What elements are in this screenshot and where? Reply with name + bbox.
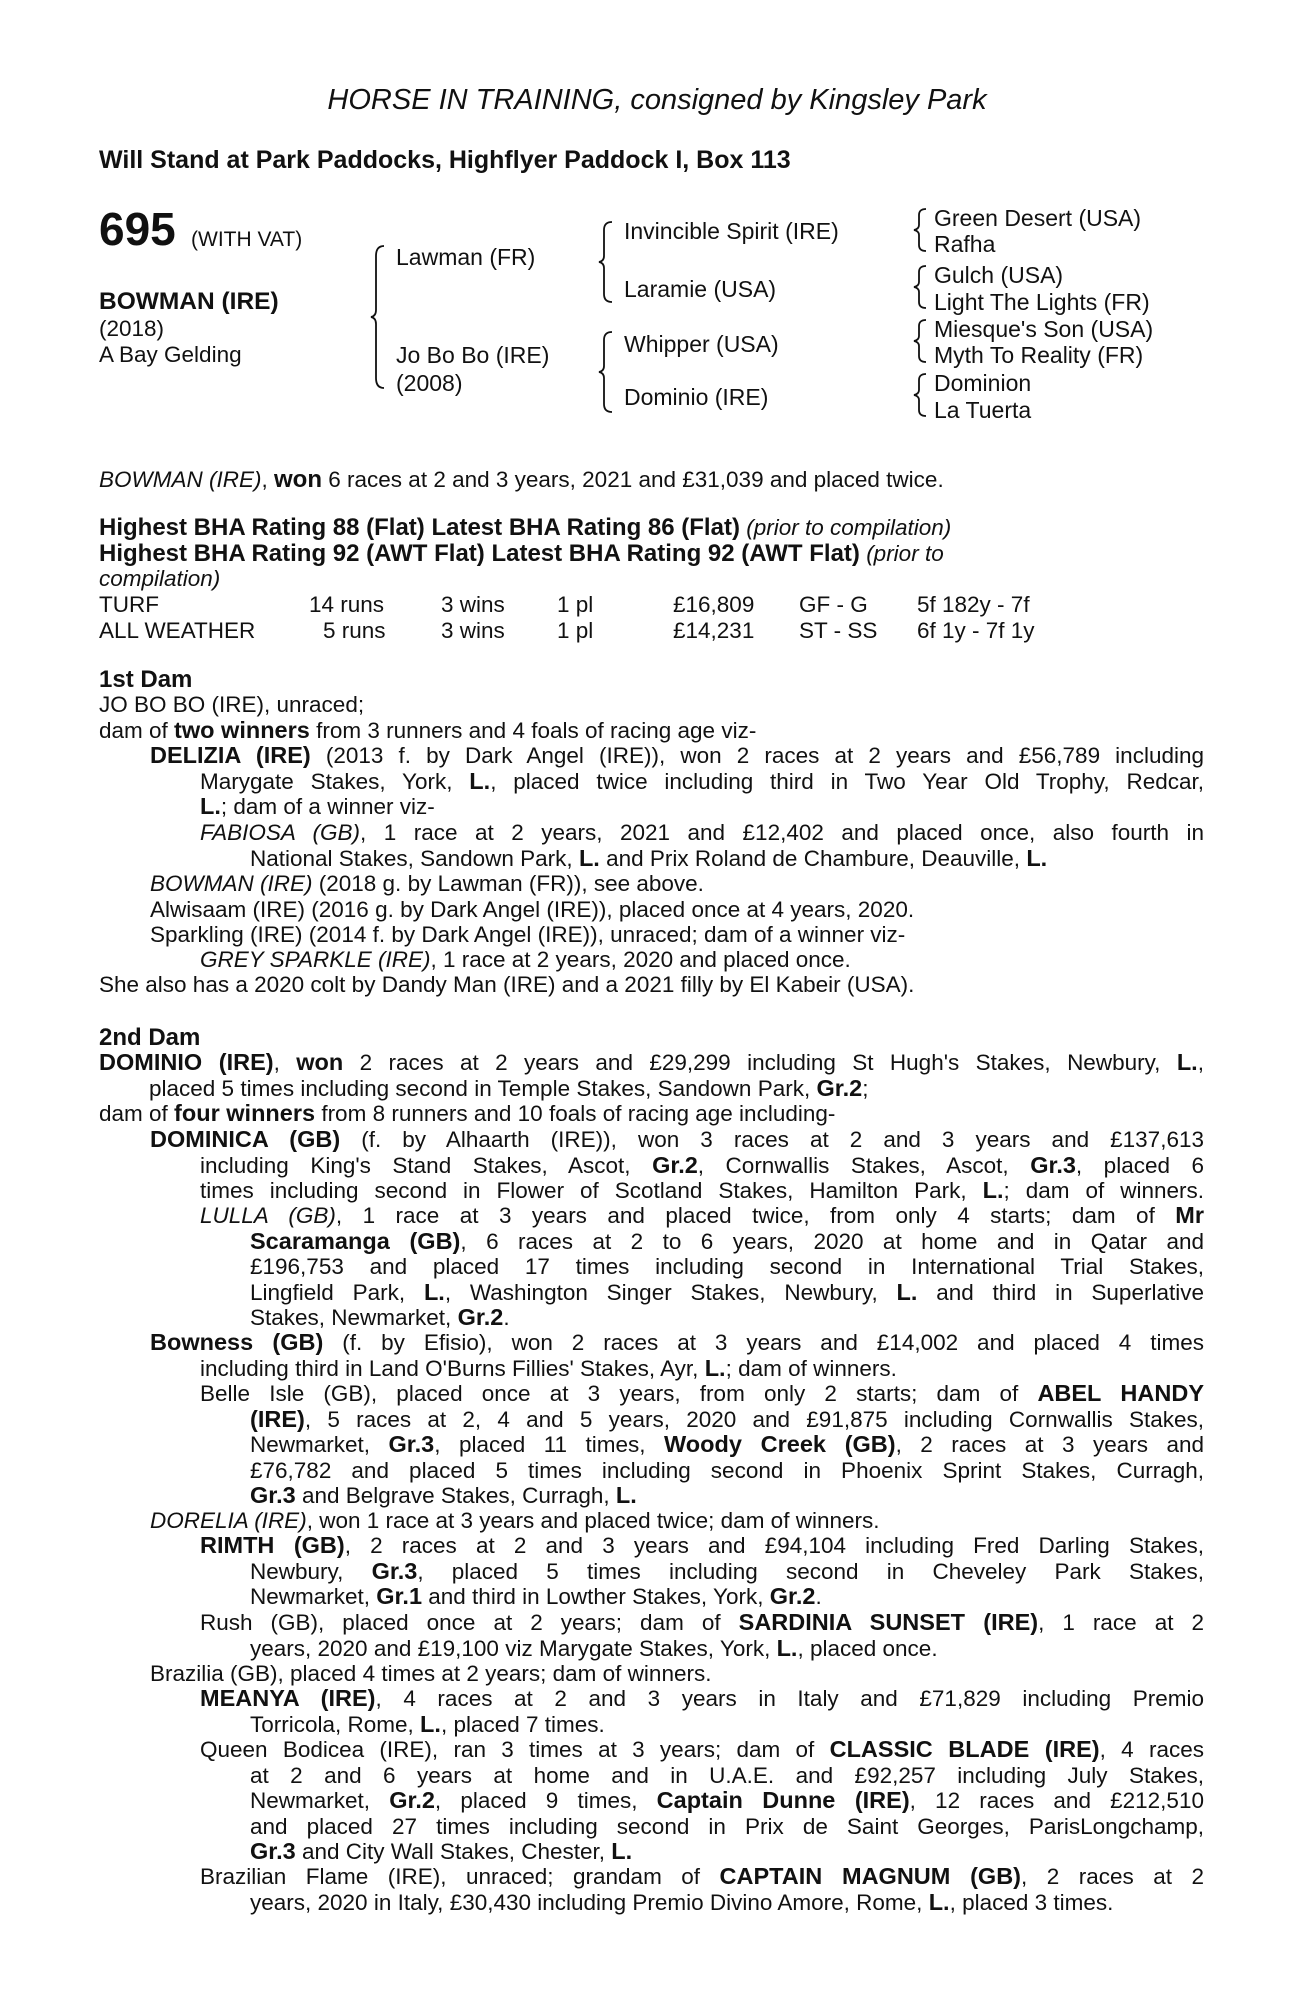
first-dam-also-note: She also has a 2020 colt by Dandy Man (IRE) and a 2021 filly by El Kabeir (USA).	[99, 972, 915, 997]
pedigree-g3: Gulch (USA)	[934, 262, 1064, 288]
pedigree-sire: Lawman (FR)	[396, 244, 536, 270]
page-title: HORSE IN TRAINING, consigned by Kingsley Park	[327, 84, 987, 116]
rating-line-flat: Highest BHA Rating 88 (Flat) Latest BHA Rating 86 (Flat) (prior to compilation)	[99, 514, 952, 541]
alwisaam-entry: Alwisaam (IRE) (2016 g. by Dark Angel (IRE)), placed once at 4 years, 2020.	[150, 897, 915, 922]
pedigree-dam-sire: Whipper (USA)	[624, 331, 779, 357]
pedigree-dam-year: (2008)	[396, 370, 463, 396]
horse-name: BOWMAN (IRE)	[99, 288, 279, 315]
rimth-entry: RIMTH (GB), 2 races at 2 and 3 years and £94,104 including Fred Darling Stakes, Newbury, Gr.3, placed 5 times including second in Cheveley Park Stakes, Newmarket, Gr.1 and third in Lowther Stakes, York, Gr.2.	[200, 1532, 1204, 1609]
grey-sparkle-entry: GREY SPARKLE (IRE), 1 race at 2 years, 2020 and placed once.	[200, 947, 851, 972]
pedigree-bracket-g2	[912, 264, 928, 310]
pedigree-bracket-sire	[598, 220, 614, 304]
fabiosa-entry: FABIOSA (GB), 1 race at 2 years, 2021 and £12,402 and placed once, also fourth in National Stakes, Sandown Park, L. and Prix Roland de Chambure, Deauville, L.	[200, 820, 1204, 871]
pedigree-bracket-g4	[912, 372, 928, 418]
vat-note: (WITH VAT)	[191, 228, 303, 251]
pedigree-dam-dam: Dominio (IRE)	[624, 384, 769, 410]
pedigree-g1: Green Desert (USA)	[934, 205, 1142, 231]
bowness-entry: Bowness (GB) (f. by Efisio), won 2 races at 3 years and £14,002 and placed 4 times including third in Land O'Burns Fillies' Stakes, Ayr, L.; dam of winners.	[150, 1329, 1204, 1381]
rush-entry: Rush (GB), placed once at 2 years; dam of SARDINIA SUNSET (IRE), 1 race at 2 years, 2020 and £19,100 viz Marygate Stakes, York, L., placed once.	[200, 1609, 1205, 1661]
pedigree-g6: Myth To Reality (FR)	[934, 342, 1144, 368]
rating-line-awt-cont: compilation)	[99, 566, 221, 591]
brazilian-flame-entry: Brazilian Flame (IRE), unraced; grandam of CAPTAIN MAGNUM (GB), 2 races at 2 years, 2020 in Italy, £30,430 including Premio Divino Amore, Rome, L., placed 3 times.	[200, 1863, 1204, 1915]
pedigree-g7: Dominion	[934, 370, 1032, 396]
meanya-entry: MEANYA (IRE), 4 races at 2 and 3 years in Italy and £71,829 including Premio Torricola, Rome, L., placed 7 times.	[200, 1685, 1204, 1737]
horse-description: A Bay Gelding	[99, 342, 242, 367]
pedigree-sire-sire: Invincible Spirit (IRE)	[624, 218, 839, 244]
pedigree-g8: La Tuerta	[934, 397, 1032, 423]
bowman-entry: BOWMAN (IRE) (2018 g. by Lawman (FR)), see above.	[150, 871, 704, 896]
stand-location: Will Stand at Park Paddocks, Highflyer Paddock I, Box 113	[99, 146, 791, 174]
pedigree-sire-dam: Laramie (USA)	[624, 276, 777, 302]
dorelia-entry: DORELIA (IRE), won 1 race at 3 years and placed twice; dam of winners.	[150, 1508, 880, 1533]
queen-bodicea-entry: Queen Bodicea (IRE), ran 3 times at 3 years; dam of CLASSIC BLADE (IRE), 4 races at 2 and 6 years at home and in U.A.E. and £92,257 including July Stakes, Newmarket, Gr.2, placed 9 times, Captain Dunne (IRE), 12 races and £212,510 and placed 27 times including second in Prix de Saint Georges, ParisLongchamp, Gr.3 and City Wall Stakes, Chester, L.	[200, 1736, 1204, 1864]
first-dam-heading: 1st Dam	[99, 666, 193, 693]
second-dam-heading: 2nd Dam	[99, 1024, 201, 1051]
horse-year: (2018)	[99, 316, 165, 341]
rating-line-awt: Highest BHA Rating 92 (AWT Flat) Latest BHA Rating 92 (AWT Flat) (prior to	[99, 540, 944, 567]
delizia-entry: DELIZIA (IRE) (2013 f. by Dark Angel (IRE)), won 2 races at 2 years and £56,789 including Marygate Stakes, York, L., placed twice including third in Two Year Old Trophy, Redcar, L.; dam of a winner viz-	[150, 742, 1204, 819]
belle-isle-entry: Belle Isle (GB), placed once at 3 years, from only 2 starts; dam of ABEL HANDY (IRE), 5 races at 2, 4 and 5 years, 2020 and £91,875 including Cornwallis Stakes, Newmarket, Gr.3, placed 11 times, Woody Creek (GB), 2 races at 3 years and £76,782 and placed 5 times including second in Phoenix Sprint Stakes, Curragh, Gr.3 and Belgrave Stakes, Curragh, L.	[200, 1380, 1204, 1508]
pedigree-g2: Rafha	[934, 231, 996, 257]
first-dam-line: JO BO BO (IRE), unraced;	[99, 692, 365, 717]
pedigree-bracket-main	[370, 244, 386, 390]
pedigree-g5: Miesque's Son (USA)	[934, 316, 1154, 342]
race-summary: BOWMAN (IRE), won 6 races at 2 and 3 years, 2021 and £31,039 and placed twice.	[99, 466, 944, 493]
pedigree-bracket-g3	[912, 318, 928, 364]
sparkling-entry: Sparkling (IRE) (2014 f. by Dark Angel (IRE)), unraced; dam of a winner viz-	[150, 922, 906, 947]
brazilia-entry: Brazilia (GB), placed 4 times at 2 years; dam of winners.	[150, 1661, 712, 1686]
lot-number: 695	[99, 203, 176, 255]
pedigree-dam: Jo Bo Bo (IRE)	[396, 342, 550, 368]
pedigree-bracket-g1	[912, 207, 928, 253]
pedigree-g4: Light The Lights (FR)	[934, 289, 1150, 315]
dominio-entry: DOMINIO (IRE), won 2 races at 2 years and £29,299 including St Hugh's Stakes, Newbury, L., placed 5 times including second in Temple Stakes, Sandown Park, Gr.2; dam of four winners from 8 runners and 10 foals of racing age including-	[99, 1049, 1204, 1126]
first-dam-progeny-summary: dam of two winners from 3 runners and 4 foals of racing age viz-	[99, 717, 757, 743]
pedigree-bracket-dam	[598, 330, 614, 414]
dominica-entry: DOMINICA (GB) (f. by Alhaarth (IRE)), won 3 races at 2 and 3 years and £137,613 including King's Stand Stakes, Ascot, Gr.2, Cornwallis Stakes, Ascot, Gr.3, placed 6 times including second in Flower of Scotland Stakes, Hamilton Park, L.; dam of winners.	[150, 1126, 1205, 1203]
lulla-entry: LULLA (GB), 1 race at 3 years and placed twice, from only 4 starts; dam of Mr Scaramanga (GB), 6 races at 2 to 6 years, 2020 at home and in Qatar and £196,753 and placed 17 times including second in International Trial Stakes, Lingfield Park, L., Washington Singer Stakes, Newbury, L. and third in Superlative Stakes, Newmarket, Gr.2.	[200, 1202, 1204, 1330]
